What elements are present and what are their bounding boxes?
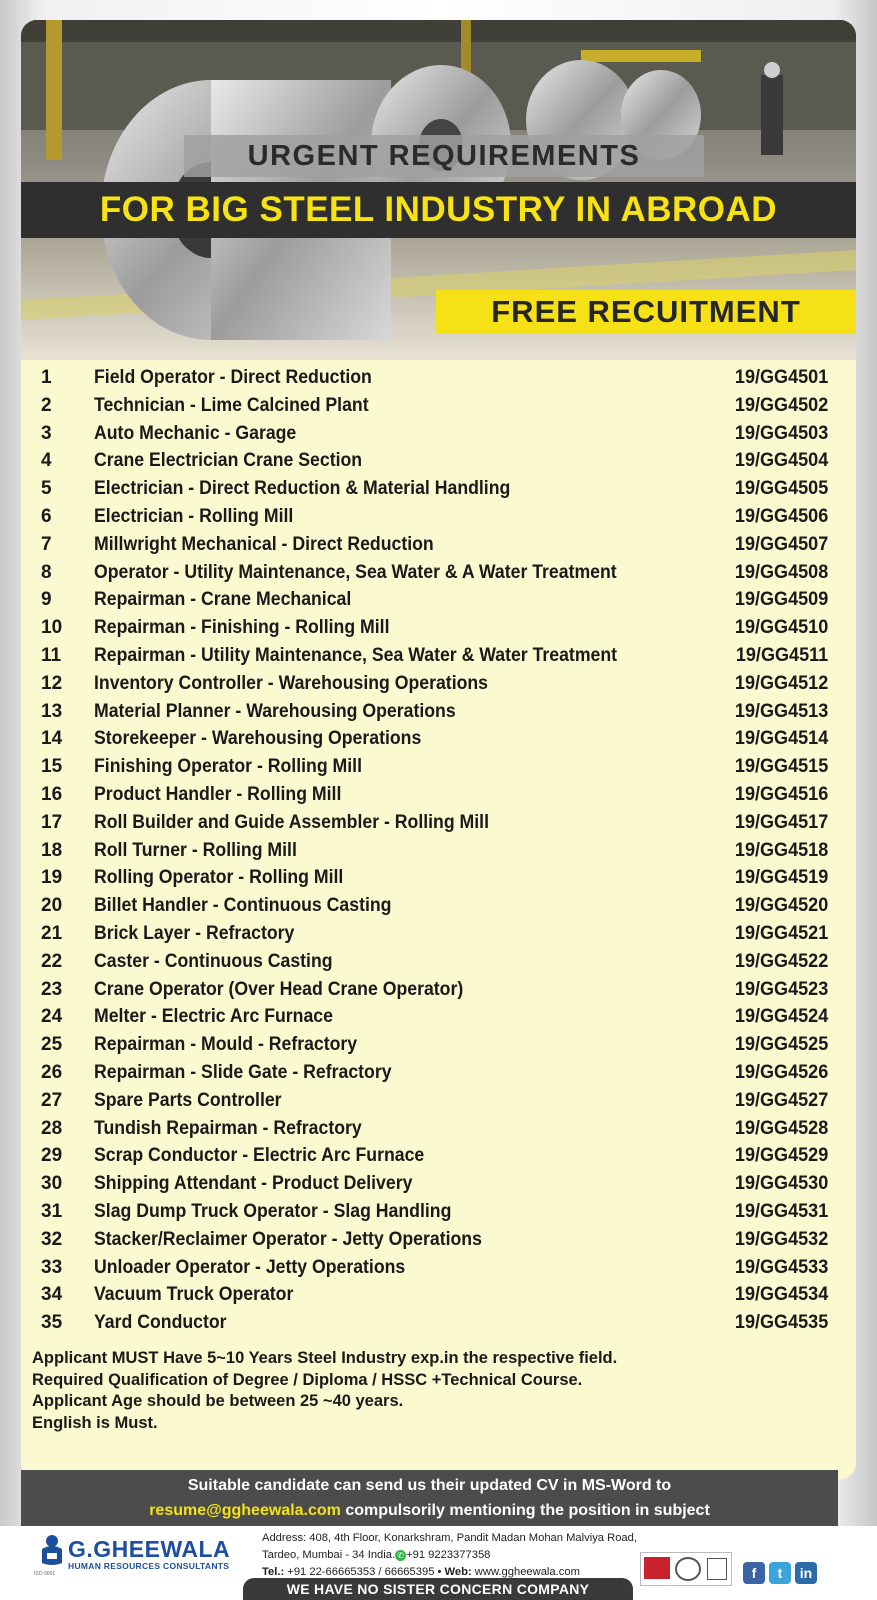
job-code: 19/GG4527 xyxy=(734,1089,828,1111)
job-number: 18 xyxy=(41,839,63,861)
job-row xyxy=(21,1142,856,1170)
job-row xyxy=(21,753,856,781)
job-row xyxy=(21,1115,856,1143)
job-title: Vacuum Truck Operator xyxy=(94,1284,294,1306)
job-code: 19/GG4528 xyxy=(734,1117,828,1139)
company-logo-icon xyxy=(38,1531,66,1567)
address-line-2: Tardeo, Mumbai - 34 India. ✆ +91 9223377358 xyxy=(262,1549,491,1561)
job-title: Electrician - Rolling Mill xyxy=(94,505,294,527)
cv-line-1: Suitable candidate can send us their updated CV in MS-Word to xyxy=(187,1477,672,1494)
job-row xyxy=(21,1170,856,1198)
job-title: Crane Operator (Over Head Crane Operator) xyxy=(94,978,464,1000)
job-number: 31 xyxy=(41,1200,63,1222)
job-row xyxy=(21,864,856,892)
job-code: 19/GG4512 xyxy=(734,672,828,694)
job-number: 24 xyxy=(41,1006,63,1028)
job-number: 9 xyxy=(41,589,52,611)
job-title: Storekeeper - Warehousing Operations xyxy=(94,728,422,750)
job-title: Shipping Attendant - Product Delivery xyxy=(94,1173,413,1195)
job-title: Field Operator - Direct Reduction xyxy=(94,367,372,388)
job-title: Crane Electrician Crane Section xyxy=(94,450,363,472)
job-title: Stacker/Reclaimer Operator - Jetty Operations xyxy=(94,1228,482,1250)
requirement-line: Applicant MUST Have 5~10 Years Steel Industry exp.in the respective field. xyxy=(32,1349,618,1367)
job-number: 11 xyxy=(41,644,62,666)
job-row xyxy=(21,892,856,920)
job-title: Caster - Continuous Casting xyxy=(94,950,333,972)
job-code: 19/GG4533 xyxy=(734,1256,828,1278)
certification-seal-icon xyxy=(675,1557,701,1581)
job-number: 4 xyxy=(41,450,52,472)
cv-instructions xyxy=(21,1470,838,1526)
job-row xyxy=(21,447,856,475)
job-row xyxy=(21,1031,856,1059)
job-code: 19/GG4518 xyxy=(734,839,828,861)
job-title: Electrician - Direct Reduction & Material Handling xyxy=(94,478,511,500)
job-title: Repairman - Utility Maintenance, Sea Water & Water Treatment xyxy=(94,644,618,666)
job-number: 26 xyxy=(41,1061,63,1083)
job-code: 19/GG4502 xyxy=(734,394,828,416)
job-row xyxy=(21,559,856,587)
job-row xyxy=(21,781,856,809)
job-title: Rolling Operator - Rolling Mill xyxy=(94,867,344,889)
job-row xyxy=(21,364,856,392)
job-code: 19/GG4511 xyxy=(735,644,828,666)
job-code: 19/GG4509 xyxy=(734,589,828,611)
job-title: Yard Conductor xyxy=(94,1312,227,1334)
address-line-1: Address: 408, 4th Floor, Konarkshram, Pandit Madan Mohan Malviya Road, xyxy=(262,1532,637,1544)
job-title: Roll Turner - Rolling Mill xyxy=(94,839,297,861)
job-title: Repairman - Mould - Refractory xyxy=(94,1034,358,1056)
job-title: Unloader Operator - Jetty Operations xyxy=(94,1256,406,1278)
job-row xyxy=(21,1281,856,1309)
job-title: Millwright Mechanical - Direct Reduction xyxy=(94,533,434,555)
job-number: 32 xyxy=(41,1228,63,1250)
job-row xyxy=(21,475,856,503)
job-code: 19/GG4531 xyxy=(734,1200,828,1222)
job-code: 19/GG4510 xyxy=(734,617,828,639)
job-code: 19/GG4526 xyxy=(734,1061,828,1083)
cv-line-2-rest: compulsorily mentioning the position in subject xyxy=(340,1502,710,1519)
urgent-text: URGENT REQUIREMENTS xyxy=(247,139,641,172)
industry-banner xyxy=(21,182,856,238)
job-title: Tundish Repairman - Refractory xyxy=(94,1117,362,1139)
job-code: 19/GG4506 xyxy=(734,505,828,527)
job-code: 19/GG4513 xyxy=(734,700,828,722)
requirement-line: English is Must. xyxy=(32,1413,158,1432)
job-code: 19/GG4519 xyxy=(734,867,828,889)
job-code: 19/GG4523 xyxy=(734,978,828,1000)
job-number: 25 xyxy=(41,1034,63,1056)
job-number: 6 xyxy=(41,505,52,527)
telephone[interactable]: +91 22-66665353 / 66665395 • xyxy=(284,1566,445,1578)
job-title: Spare Parts Controller xyxy=(94,1089,282,1111)
job-code: 19/GG4504 xyxy=(734,450,828,472)
job-number: 28 xyxy=(41,1117,63,1139)
job-row xyxy=(21,420,856,448)
job-number: 23 xyxy=(41,978,63,1000)
job-title: Technician - Lime Calcined Plant xyxy=(94,394,369,416)
job-row xyxy=(21,976,856,1004)
job-row xyxy=(21,1059,856,1087)
job-row xyxy=(21,670,856,698)
free-recruitment-text: FREE RECUITMENT xyxy=(491,294,801,329)
job-row xyxy=(21,809,856,837)
job-code: 19/GG4534 xyxy=(734,1284,828,1306)
twitter-icon[interactable]: t xyxy=(769,1562,791,1584)
job-title: Billet Handler - Continuous Casting xyxy=(94,895,392,917)
job-number: 30 xyxy=(41,1173,63,1195)
company-address xyxy=(262,1530,637,1581)
job-row xyxy=(21,948,856,976)
industry-text: FOR BIG STEEL INDUSTRY IN ABROAD xyxy=(99,190,778,229)
job-number: 19 xyxy=(41,867,63,889)
job-row xyxy=(21,1254,856,1282)
job-number: 16 xyxy=(41,783,63,805)
job-title: Repairman - Crane Mechanical xyxy=(94,589,352,611)
job-code: 19/GG4521 xyxy=(734,922,828,944)
job-number: 12 xyxy=(41,672,63,694)
job-title: Material Planner - Warehousing Operations xyxy=(94,700,456,722)
whatsapp-number[interactable]: +91 9223377358 xyxy=(406,1549,491,1561)
job-code: 19/GG4508 xyxy=(734,561,828,583)
job-number: 17 xyxy=(41,811,63,833)
job-code: 19/GG4524 xyxy=(734,1006,828,1028)
certification-badges xyxy=(640,1552,732,1586)
job-number: 1 xyxy=(41,367,52,388)
job-code: 19/GG4522 xyxy=(734,950,828,972)
website-link[interactable]: www.ggheewala.com xyxy=(471,1566,580,1578)
requirement-line: Required Qualification of Degree / Diploma / HSSC +Technical Course. xyxy=(32,1370,583,1389)
job-code: 19/GG4530 xyxy=(734,1173,828,1195)
job-code: 19/GG4525 xyxy=(734,1034,828,1056)
facebook-icon[interactable]: f xyxy=(743,1562,765,1584)
job-code: 19/GG4514 xyxy=(734,728,828,750)
job-code: 19/GG4501 xyxy=(734,367,828,388)
job-row xyxy=(21,698,856,726)
job-number: 33 xyxy=(41,1256,63,1278)
job-number: 10 xyxy=(41,617,63,639)
job-title: Melter - Electric Arc Furnace xyxy=(94,1006,333,1028)
job-row xyxy=(21,920,856,948)
job-number: 22 xyxy=(41,950,63,972)
job-number: 20 xyxy=(41,895,63,917)
job-number: 14 xyxy=(41,728,63,750)
cv-line-2 xyxy=(21,1498,838,1523)
job-code: 19/GG4529 xyxy=(734,1145,828,1167)
job-title: Operator - Utility Maintenance, Sea Water & A Water Treatment xyxy=(94,561,617,583)
accreditation-icon xyxy=(707,1558,727,1580)
job-number: 3 xyxy=(41,422,52,444)
job-code: 19/GG4516 xyxy=(734,783,828,805)
requirements xyxy=(32,1348,617,1434)
job-title: Slag Dump Truck Operator - Slag Handling xyxy=(94,1200,452,1222)
iso-label: ISO 9001 xyxy=(34,1571,56,1577)
job-row xyxy=(21,1198,856,1226)
job-row xyxy=(21,837,856,865)
job-row xyxy=(21,503,856,531)
job-number: 34 xyxy=(41,1284,63,1306)
job-code: 19/GG4515 xyxy=(734,756,828,778)
job-title: Inventory Controller - Warehousing Operations xyxy=(94,672,489,694)
job-number: 2 xyxy=(41,394,52,416)
job-code: 19/GG4535 xyxy=(734,1312,828,1334)
job-number: 35 xyxy=(41,1312,63,1334)
poster-frame xyxy=(21,20,856,1479)
job-title: Roll Builder and Guide Assembler - Rolling Mill xyxy=(94,811,490,833)
company-name: G.GHEEWALA xyxy=(68,1536,231,1562)
job-title: Finishing Operator - Rolling Mill xyxy=(94,756,362,778)
urgent-banner xyxy=(184,135,704,177)
job-code: 19/GG4532 xyxy=(734,1228,828,1250)
job-list xyxy=(21,364,856,1337)
job-number: 27 xyxy=(41,1089,63,1111)
job-title: Brick Layer - Refractory xyxy=(94,922,295,944)
hero-image xyxy=(21,20,856,360)
job-number: 21 xyxy=(41,922,63,944)
bureau-veritas-icon xyxy=(644,1557,670,1579)
linkedin-icon[interactable]: in xyxy=(795,1562,817,1584)
job-number: 7 xyxy=(41,533,52,555)
job-title: Product Handler - Rolling Mill xyxy=(94,783,342,805)
job-number: 8 xyxy=(41,561,52,583)
job-code: 19/GG4517 xyxy=(734,811,828,833)
job-title: Repairman - Slide Gate - Refractory xyxy=(94,1061,392,1083)
free-recruitment-banner xyxy=(436,290,856,334)
company-subtitle: HUMAN RESOURCES CONSULTANTS xyxy=(68,1561,230,1571)
job-title: Repairman - Finishing - Rolling Mill xyxy=(94,617,390,639)
job-row xyxy=(21,725,856,753)
job-number: 15 xyxy=(41,756,63,778)
job-row xyxy=(21,642,856,670)
job-title: Scrap Conductor - Electric Arc Furnace xyxy=(94,1145,425,1167)
job-row xyxy=(21,531,856,559)
job-row xyxy=(21,614,856,642)
job-row xyxy=(21,1087,856,1115)
job-code: 19/GG4503 xyxy=(734,422,828,444)
job-title: Auto Mechanic - Garage xyxy=(94,422,297,444)
job-row xyxy=(21,392,856,420)
job-number: 5 xyxy=(41,478,52,500)
address-line-3: Tel.: +91 22-66665353 / 66665395 • Web: www.ggheewala.com xyxy=(262,1566,580,1578)
job-code: 19/GG4520 xyxy=(734,895,828,917)
job-row xyxy=(21,1309,856,1337)
whatsapp-icon: ✆ xyxy=(395,1550,406,1561)
job-number: 29 xyxy=(41,1145,63,1167)
job-number: 13 xyxy=(41,700,63,722)
job-row xyxy=(21,586,856,614)
disclaimer-banner: WE HAVE NO SISTER CONCERN COMPANY xyxy=(243,1578,633,1600)
job-row xyxy=(21,1003,856,1031)
job-code: 19/GG4507 xyxy=(734,533,828,555)
job-row xyxy=(21,1226,856,1254)
job-code: 19/GG4505 xyxy=(734,478,828,500)
email-link[interactable]: resume@ggheewala.com xyxy=(149,1502,341,1519)
requirement-line: Applicant Age should be between 25 ~40 years. xyxy=(32,1392,404,1410)
